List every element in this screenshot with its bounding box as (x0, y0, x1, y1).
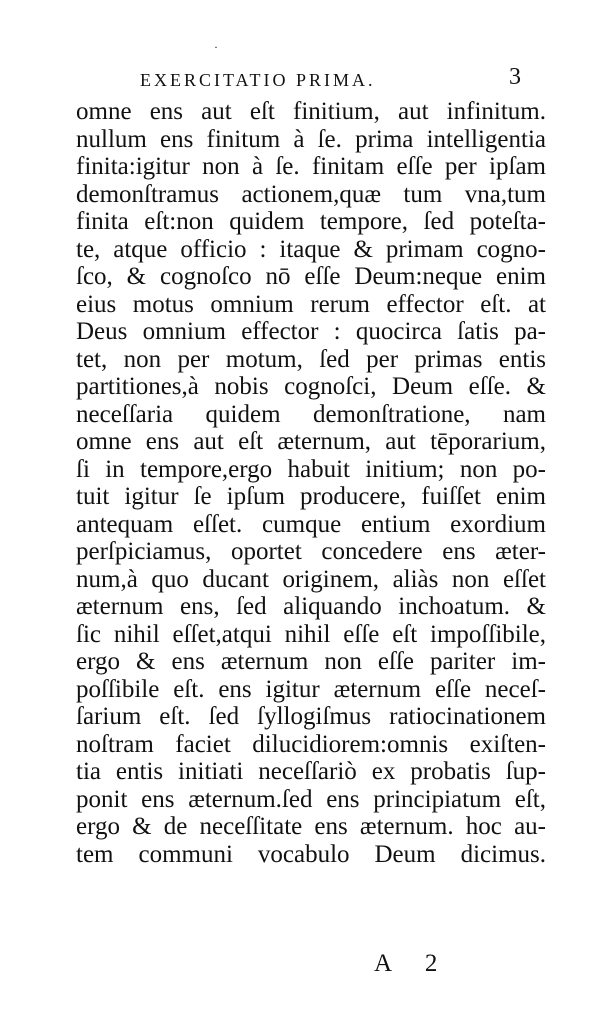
ink-speck: · (214, 40, 218, 54)
text-line: finita eſt:non quidem tempore, ſed poteſta- (76, 208, 546, 235)
text-line: ſarium eſt. ſed ſyllogiſmus ratiocinationem (76, 703, 546, 730)
text-line: ergo & ens æternum non eſſe pariter im- (76, 648, 546, 675)
text-line: omne ens aut eſt æternum, aut tēporarium, (76, 428, 546, 455)
text-line: finita:igitur non à ſe. finitam eſſe per ipſam (76, 153, 546, 180)
running-title: EXERCITATIO PRIMA. (140, 70, 376, 90)
text-line: ſi in tempore,ergo habuit initium; non po- (76, 455, 546, 483)
text-line: perſpiciamus, oportet concedere ens æter- (76, 538, 546, 565)
text-line: ponit ens æternum.ſed ens principiatum eſt, (76, 785, 546, 813)
text-line: num,à quo ducant originem, aliàs non eſſet (76, 565, 546, 593)
text-line: tuit igitur ſe ipſum producere, fuiſſet enim (76, 483, 546, 510)
body-text (76, 98, 546, 868)
text-line: demonſtramus actionem,quæ tum vna,tum (76, 180, 546, 208)
page-number: 3 (509, 64, 521, 90)
text-line: te, atque officio : itaque & primam cogno- (76, 235, 546, 263)
text-line: ſic nihil eſſet,atqui nihil eſſe eſt impoſſibile, (76, 620, 546, 648)
text-line: omne ens aut eſt finitium, aut infinitum. (76, 98, 546, 125)
text-line: ſco, & cognoſco nō eſſe Deum:neque enim (76, 263, 546, 290)
text-line: noſtram faciet dilucidiorem:omnis exiſten- (76, 730, 546, 758)
text-line: æternum ens, ſed aliquando inchoatum. & (76, 593, 546, 620)
text-line: partitiones,à nobis cognoſci, Deum eſſe. & (76, 373, 546, 400)
text-line: tet, non per motum, ſed per primas entis (76, 345, 546, 373)
text-line: poſſibile eſt. ens igitur æternum eſſe neceſ- (76, 675, 546, 703)
text-line: eius motus omnium rerum effector eſt. at (76, 290, 546, 318)
text-line: Deus omnium effector : quocirca ſatis pa- (76, 318, 546, 345)
text-line: tia entis initiati neceſſariò ex probatis ſup- (76, 758, 546, 785)
text-line: neceſſaria quidem demonſtratione, nam (76, 400, 546, 428)
text-line: antequam eſſet. cumque entium exordium (76, 510, 546, 538)
text-line: ergo & de neceſſitate ens æternum. hoc au- (76, 813, 546, 840)
text-line: tem communi vocabulo Deum dicimus. (76, 840, 546, 868)
signature-mark: A 2 (374, 950, 452, 977)
text-line: nullum ens finitum à ſe. prima intelligentia (76, 125, 546, 153)
